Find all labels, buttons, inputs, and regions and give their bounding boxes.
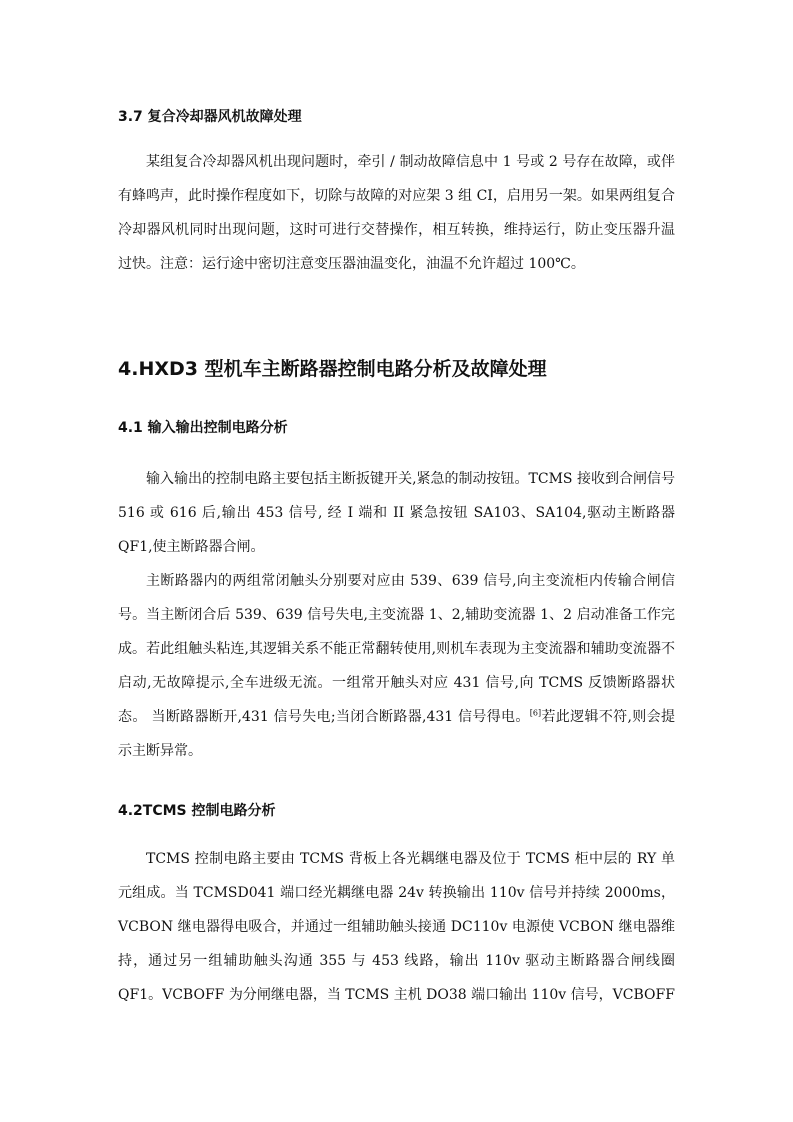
- section-3-7-heading: 3.7 复合冷却器风机故障处理: [118, 109, 302, 125]
- section-4-2-paragraph: TCMS 控制电路主要由 TCMS 背板上各光耦继电器及位于 TCMS 柜中层的 RY 单元组成。当 TCMSD041 端口经光耦继电器 24v 转换输出 110v 信号并持续 2000ms，VCBON 继电器得电吸合，并通过一组辅助触头接通 DC110v 电源使 VCBON 继电器维持，通过另一组辅助触头沟通 355 与 453 线路，输出 110v 驱动主断路器合闸线圈 QF1。VCBOFF 为分闸继电器，当 TCMS 主机 DO38 端口输出 110v 信号，VCBOFF: [118, 851, 675, 1003]
- section-4-1-paragraph-1: 输入输出的控制电路主要包括主断扳键开关,紧急的制动按钮。TCMS 接收到合闸信号 516 或 616 后,输出 453 信号, 经 I 端和 II 紧急按钮 SA103、SA104,驱动主断路器 QF1,使主断路器合闸。: [118, 471, 675, 555]
- section-4-2-heading: 4.2TCMS 控制电路分析: [118, 803, 276, 819]
- paragraph-text: 主断路器内的两组常闭触头分别要对应由 539、639 信号,向主变流柜内传输合闸信号。当主断闭合后 539、639 信号失电,主变流器 1、2,辅助变流器 1、2 启动准备工作完成。若此组触头粘连,其逻辑关系不能正常翻转使用,则机车表现为主变流器和辅助变流器不启动,无故障提示,全车进级无流。一组常开触头对应 431 信号,向 TCMS 反馈断路器状态。 当断路器断开,431 信号失电;当闭合断路器,431 信号得电。: [118, 573, 675, 725]
- section-4-1-paragraph-2: [118, 564, 675, 768]
- section-4-1-heading: 4.1 输入输出控制电路分析: [118, 420, 288, 436]
- section-3-7-paragraph: 某组复合冷却器风机出现问题时，牵引 / 制动故障信息中 1 号或 2 号存在故障，或伴有蜂鸣声，此时操作程度如下，切除与故障的对应架 3 组 CI，启用另一架。如果两组复合冷却器风机同时出现问题，这时可进行交替操作，相互转换，维持运行，防止变压器升温过快。注意：运行途中密切注意变压器油温变化，油温不允许超过 100℃。: [118, 154, 675, 272]
- citation-reference: [6]: [529, 708, 542, 718]
- paragraph-text-continued: 若此逻辑不符,则会提示主断异常。: [118, 709, 675, 759]
- section-4-heading: 4.HXD3 型机车主断路器控制电路分析及故障处理: [118, 358, 547, 380]
